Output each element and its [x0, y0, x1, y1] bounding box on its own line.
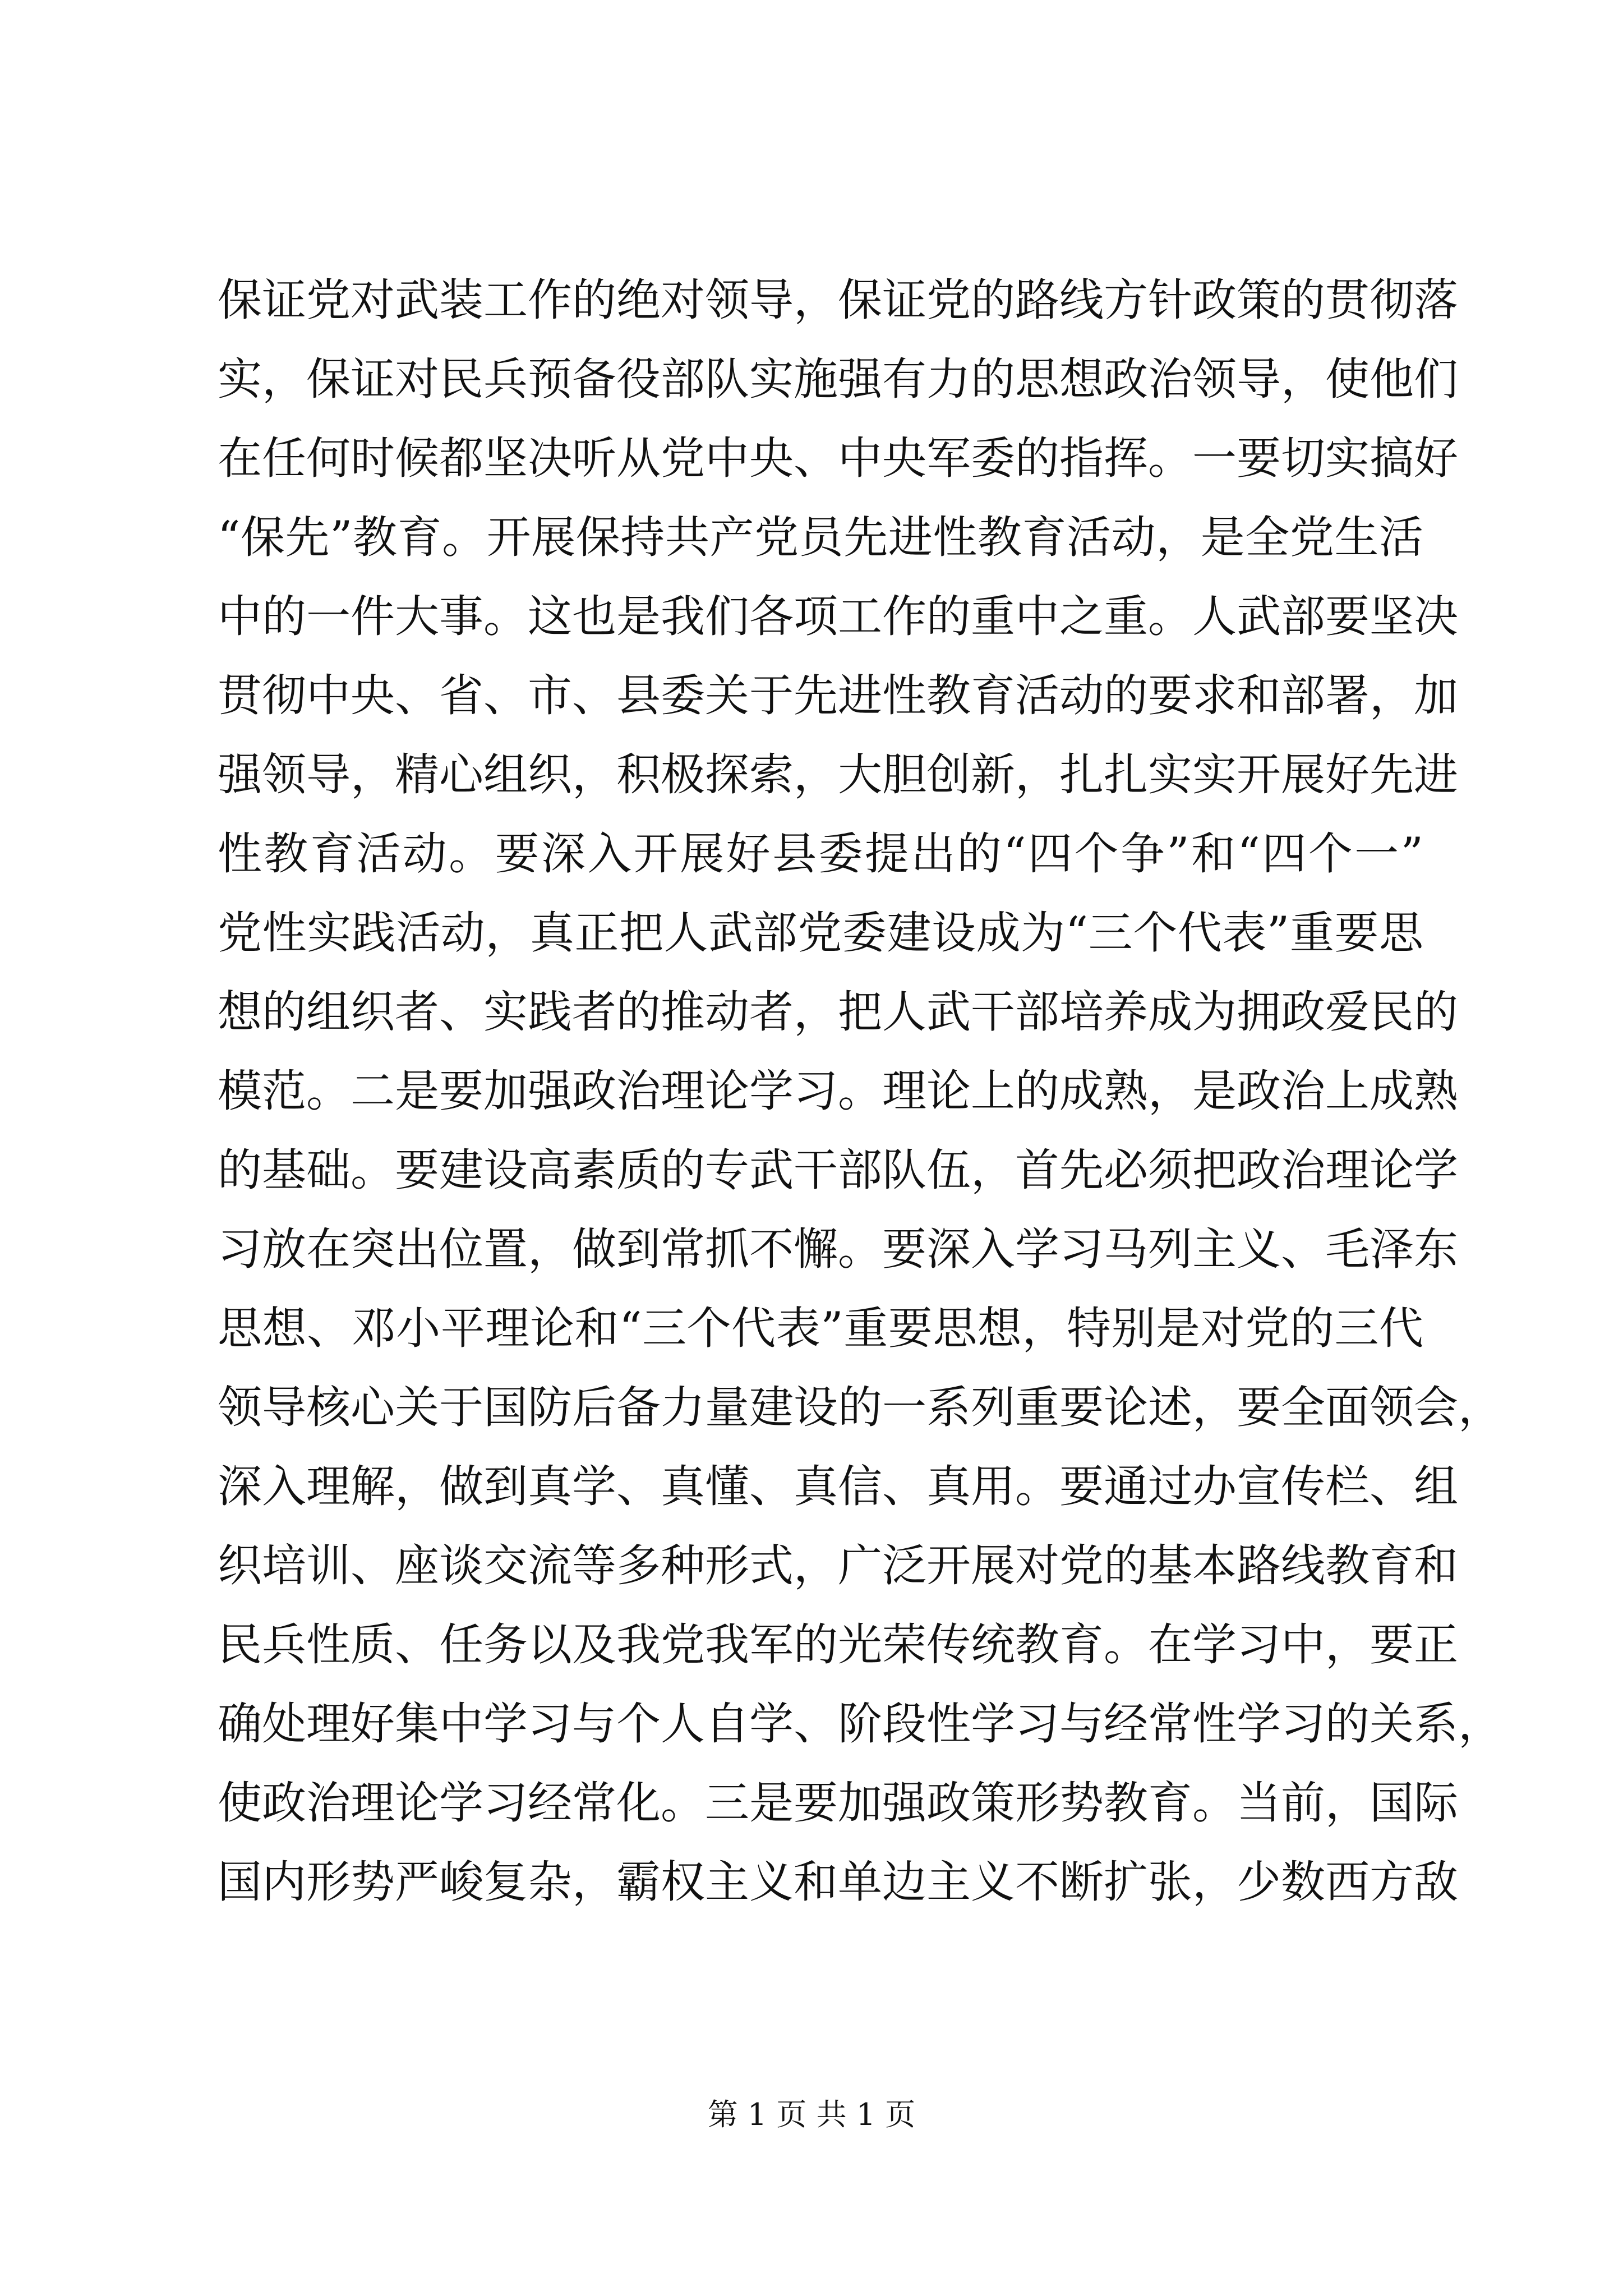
text-line-13: 习放在突出位置，做到常抓不懈。要深入学习马列主义、毛泽东: [218, 1223, 1458, 1275]
text-line-18: 民兵性质、任务以及我党我军的光荣传统教育。在学习中，要正: [218, 1619, 1458, 1671]
text-line-5: 中的一件大事。这也是我们各项工作的重中之重。人武部要坚决: [218, 591, 1458, 642]
text-line-1: 保证党对武装工作的绝对领导，保证党的路线方针政策的贯彻落: [218, 274, 1458, 326]
text-line-16: 深入理解，做到真学、真懂、真信、真用。要通过办宣传栏、组: [218, 1461, 1458, 1512]
text-line-7: 强领导，精心组织，积极探索，大胆创新，扎扎实实开展好先进: [218, 749, 1458, 800]
text-line-9: 党性实践活动，真正把人武部党委建设成为“三个代表”重要思: [218, 907, 1423, 959]
text-line-14: 思想、邓小平理论和“三个代表”重要思想，特别是对党的三代: [218, 1303, 1423, 1354]
body-paragraph: [218, 261, 1502, 1922]
text-line-12: 的基础。要建设高素质的专武干部队伍，首先必须把政治理论学: [218, 1144, 1458, 1196]
text-line-15: 领导核心关于国防后备力量建设的一系列重要论述，要全面领会，: [218, 1382, 1502, 1433]
text-line-4: “保先”教育。开展保持共产党员先进性教育活动，是全党生活: [218, 512, 1423, 563]
text-line-17: 织培训、座谈交流等多种形式，广泛开展对党的基本路线教育和: [218, 1540, 1458, 1591]
text-line-8: 性教育活动。要深入开展好县委提出的“四个争”和“四个一”: [218, 828, 1423, 880]
text-line-2: 实，保证对民兵预备役部队实施强有力的思想政治领导，使他们: [218, 353, 1458, 405]
text-line-21: 国内形势严峻复杂，霸权主义和单边主义不断扩张，少数西方敌: [218, 1856, 1458, 1908]
text-line-11: 模范。二是要加强政治理论学习。理论上的成熟，是政治上成熟: [218, 1065, 1458, 1117]
text-line-20: 使政治理论学习经常化。三是要加强政策形势教育。当前，国际: [218, 1777, 1458, 1829]
text-line-3: 在任何时候都坚决听从党中央、中央军委的指挥。一要切实搞好: [218, 432, 1458, 484]
page-footer: 第 1 页 共 1 页: [707, 2097, 916, 2132]
text-line-6: 贯彻中央、省、市、县委关于先进性教育活动的要求和部署，加: [218, 670, 1458, 721]
text-line-19: 确处理好集中学习与个人自学、阶段性学习与经常性学习的关系，: [218, 1698, 1502, 1750]
text-line-10: 想的组织者、实践者的推动者，把人武干部培养成为拥政爱民的: [218, 986, 1458, 1038]
